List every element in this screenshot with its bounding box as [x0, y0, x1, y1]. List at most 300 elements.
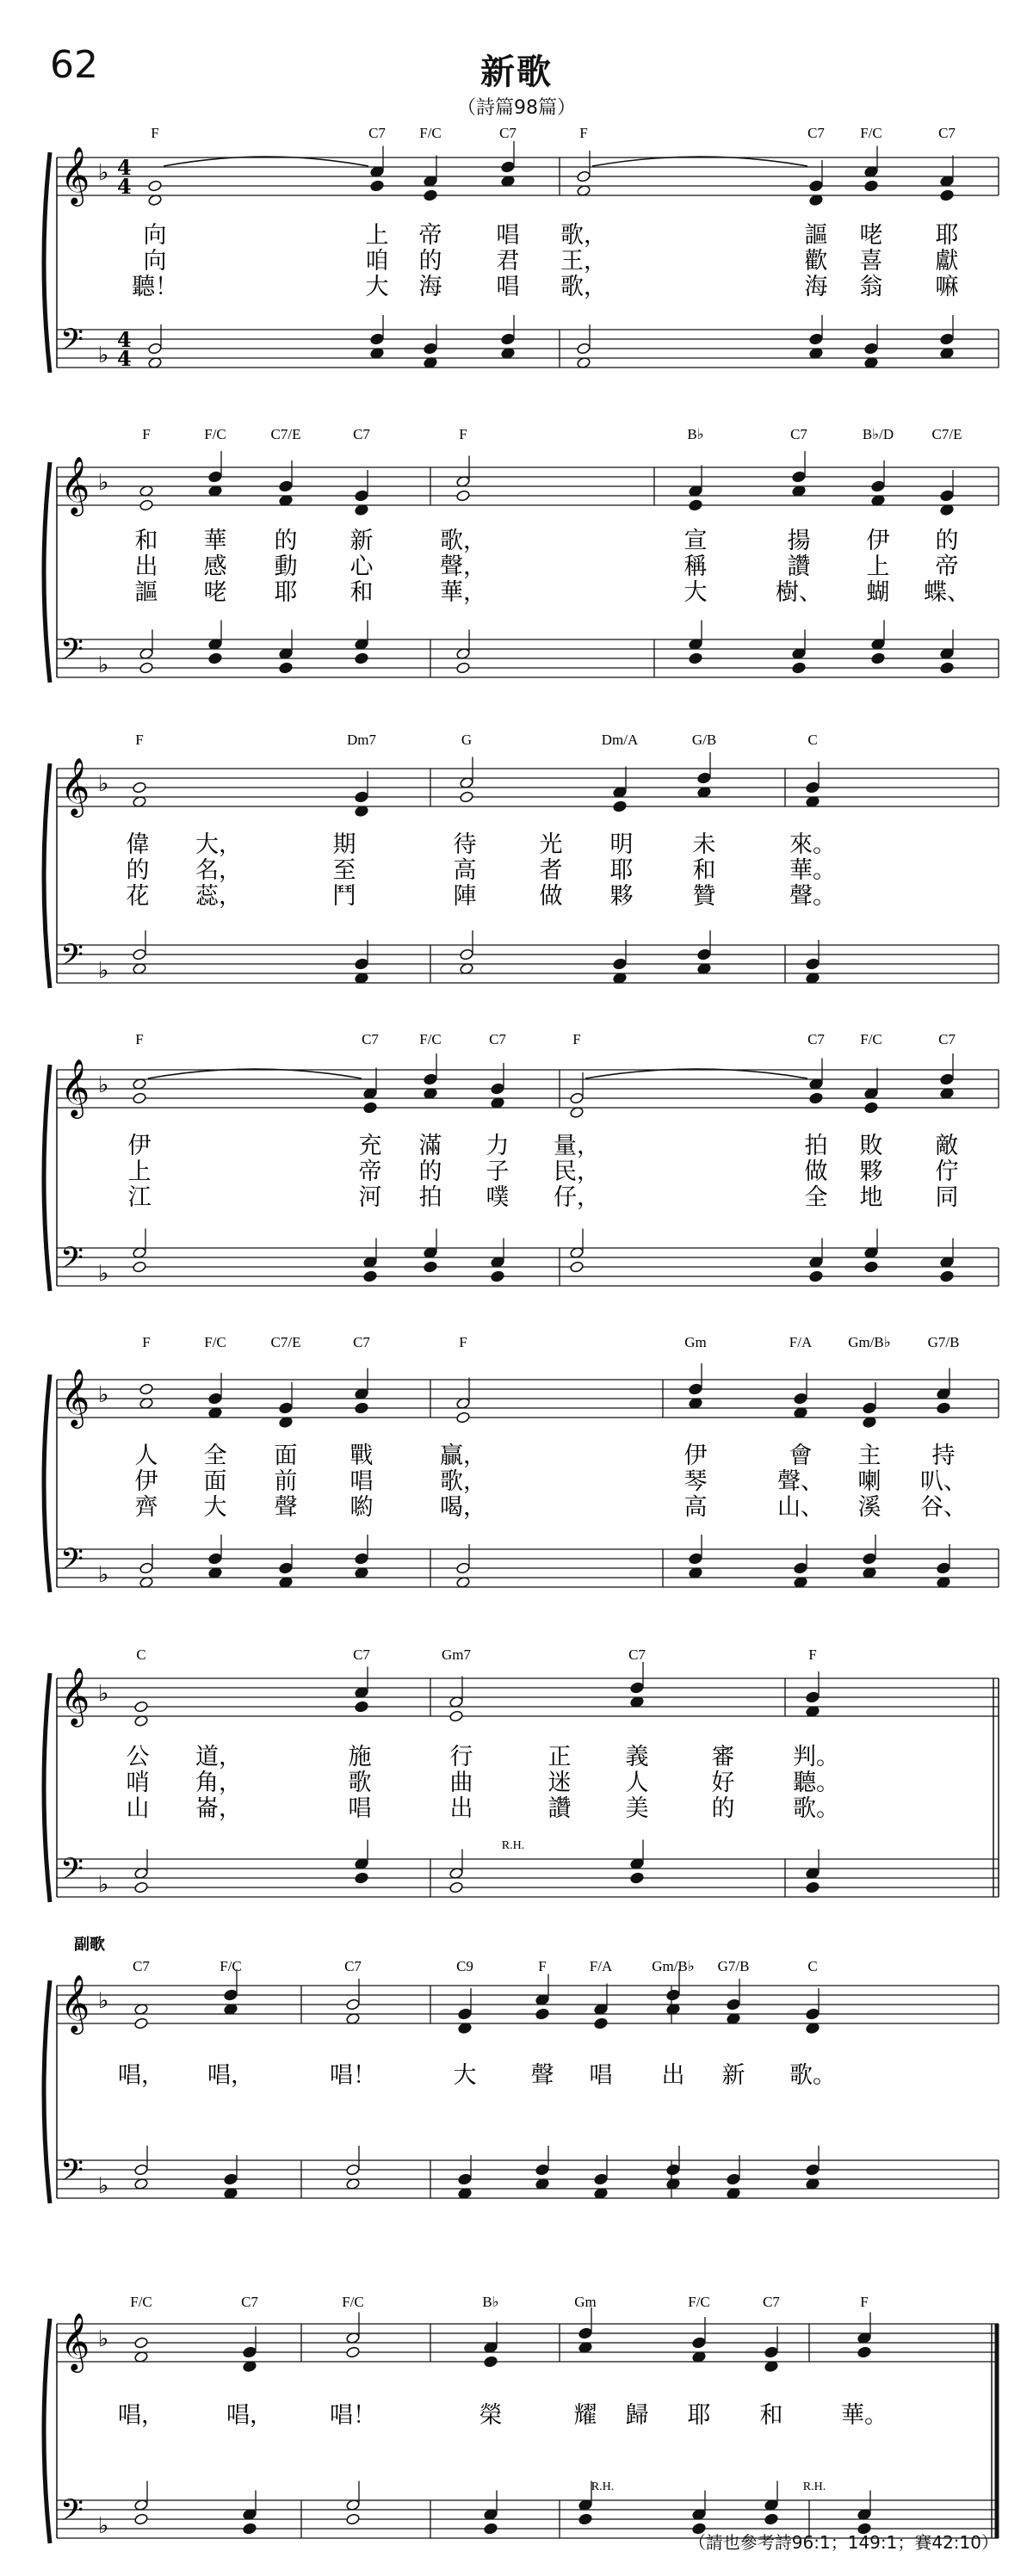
treble-clef-icon: 𝄞 [60, 145, 90, 204]
bass-note-head [346, 2513, 361, 2525]
bass-note-head [279, 1562, 294, 1574]
lyric-syllable: 咱 [365, 248, 389, 275]
chord-symbol: C7/E [270, 1334, 301, 1350]
chord-symbol: C [136, 1646, 146, 1663]
lyric-syllable: 君 [496, 248, 520, 275]
treble-note-head [692, 2337, 707, 2349]
bass-staff [57, 2160, 999, 2198]
lyric-syllable: 華 [203, 528, 227, 554]
treble-note-head [133, 781, 147, 794]
bass-note-head [139, 1562, 154, 1574]
lyric-syllable: 新 [721, 2062, 745, 2089]
key-signature-flat-icon: ♭ [98, 2326, 109, 2352]
lyric-syllable: 王， [560, 248, 607, 275]
lyric-syllable: 的 [126, 857, 150, 884]
treble-note-head [940, 490, 955, 502]
lyric-syllable: 審 [711, 1744, 735, 1770]
bass-note-head [491, 1270, 505, 1282]
time-signature: 4 [117, 155, 132, 180]
lyric-syllable: 謳 [804, 222, 828, 249]
lyric-syllable: 聲、 [777, 1468, 824, 1495]
treble-note-head [697, 772, 712, 784]
bass-clef-icon: 𝄢 [60, 937, 84, 979]
treble-note-head [208, 1393, 223, 1405]
bass-note-head [794, 1562, 808, 1574]
bass-staff [57, 330, 999, 368]
bass-note-head [456, 662, 471, 674]
system-brace [44, 1673, 50, 1902]
bass-note-head [224, 2173, 238, 2185]
treble-note-head [940, 1073, 955, 1085]
bass-staff [57, 945, 999, 983]
treble-note-head [764, 2346, 779, 2358]
lyric-syllable: 高 [453, 857, 477, 884]
bass-note-head [134, 2164, 149, 2176]
chord-symbol: C7 [362, 1031, 379, 1047]
lyric-syllable: 翁 [859, 274, 883, 300]
lyric-syllable: 力 [486, 1133, 510, 1159]
treble-note-head [134, 1701, 149, 1713]
lyric-syllable: 嘛 [935, 274, 959, 300]
bass-note-head [937, 1562, 951, 1574]
treble-note-head [355, 1701, 369, 1713]
bass-note-head [279, 662, 294, 674]
lyric-syllable: 歌， [560, 222, 607, 249]
chord-symbol: Gm [574, 2294, 597, 2310]
chord-symbol: F [135, 732, 144, 748]
lyric-syllable: 新 [349, 528, 374, 554]
bass-note-head [424, 1261, 438, 1273]
scripture-reference: （詩篇98篇） [457, 97, 576, 119]
lyric-syllable: 聲。 [789, 883, 836, 910]
chord-symbol: C7 [807, 125, 825, 141]
lyric-syllable: 帝 [418, 222, 442, 249]
lyric-syllable: 心 [349, 553, 374, 580]
lyric-syllable: 和 [692, 857, 716, 884]
lyric-syllable: 花 [126, 883, 150, 910]
lyric-syllable: 喲 [349, 1494, 374, 1521]
bass-note-head [208, 652, 223, 664]
lyric-syllable: 持 [931, 1442, 956, 1469]
system-brace [44, 1065, 50, 1291]
chord-symbol: F [572, 1031, 581, 1047]
bass-note-head [806, 1881, 820, 1893]
treble-note-head [449, 1710, 464, 1722]
chord-symbol: Dm7 [347, 732, 376, 748]
lyric-syllable: 讚 [787, 553, 811, 580]
lyric-syllable: 期 [332, 831, 356, 858]
chord-symbol: F/C [860, 125, 882, 141]
lyric-syllable: 來。 [789, 831, 836, 858]
lyric-syllable: 榮 [479, 2402, 503, 2429]
lyric-syllable: 噗 [486, 1184, 510, 1211]
treble-note-head [139, 1383, 154, 1395]
lyric-syllable: 充 [358, 1133, 382, 1159]
treble-note-head [355, 791, 369, 803]
bass-note-head [630, 1872, 645, 1884]
lyric-syllable: 華。 [789, 857, 836, 884]
key-signature-flat-icon: ♭ [98, 343, 109, 368]
lyric-syllable: 美 [625, 1795, 649, 1822]
treble-note-head [809, 1092, 824, 1104]
bass-note-head [134, 2513, 149, 2525]
bass-note-head [666, 2164, 681, 2176]
lyric-syllable: 做 [804, 1158, 828, 1185]
treble-staff [57, 467, 999, 505]
treble-staff [57, 1070, 999, 1108]
time-signature: 4 [117, 174, 132, 199]
lyric-syllable: 唱！ [330, 2402, 376, 2429]
lyric-syllable: 會 [789, 1442, 813, 1469]
bass-note-head [613, 958, 628, 970]
lyric-syllable: 喝， [440, 1494, 486, 1521]
bass-staff [57, 1549, 999, 1587]
lyric-syllable: 同 [935, 1184, 959, 1211]
lyric-syllable: 大 [203, 1494, 227, 1521]
system-brace [44, 1374, 50, 1592]
lyric-syllable: 佇 [935, 1158, 959, 1185]
lyric-syllable: 上 [127, 1158, 152, 1185]
treble-clef-icon: 𝄞 [60, 757, 90, 815]
key-signature-flat-icon: ♭ [98, 160, 109, 186]
lyric-syllable: 哨 [126, 1770, 150, 1796]
chord-symbol: G7/B [717, 1958, 750, 1974]
chord-symbol: F/C [130, 2294, 152, 2310]
chord-symbol: G7/B [927, 1334, 960, 1350]
chord-symbol: F/C [419, 125, 442, 141]
lyric-syllable: 咾 [859, 222, 883, 249]
lyric-syllable: 滿 [418, 1133, 442, 1159]
lyric-syllable: 的 [418, 248, 442, 275]
lyric-syllable: 感 [203, 553, 227, 580]
lyric-syllable: 唱 [348, 1795, 372, 1822]
lyric-syllable: 謳 [134, 579, 158, 606]
key-signature-flat-icon: ♭ [98, 1261, 109, 1287]
chord-symbol: F [459, 1334, 467, 1350]
treble-note-head [346, 2346, 361, 2358]
bass-note-head [809, 333, 824, 345]
bass-note-head [577, 343, 591, 355]
lyric-syllable: 待 [453, 831, 477, 858]
lyric-syllable: 夥 [859, 1158, 883, 1185]
chord-symbol: C7 [790, 426, 807, 442]
treble-note-head [148, 180, 163, 192]
lyric-syllable: 崙， [195, 1795, 242, 1822]
bass-note-head [940, 1270, 955, 1282]
chord-symbol: C7 [353, 426, 370, 442]
system-brace [44, 1980, 50, 2203]
lyric-syllable: 聲 [530, 2062, 554, 2089]
lyric-syllable: 歌。 [793, 1795, 839, 1822]
treble-note-head [792, 471, 807, 483]
bass-note-head [456, 1562, 471, 1574]
bass-note-head [133, 1261, 147, 1273]
bass-note-head [806, 958, 820, 970]
lyric-syllable: 夥 [609, 883, 634, 910]
chord-symbol: F/C [342, 2294, 364, 2310]
lyric-syllable: 和 [759, 2402, 783, 2429]
lyric-syllable: 溪 [857, 1494, 881, 1521]
treble-note-head [133, 1092, 147, 1104]
lyric-syllable: 唱， [207, 2062, 254, 2089]
treble-note-head [355, 490, 369, 502]
bass-note-head [458, 2173, 473, 2185]
chord-symbol: F/C [419, 1031, 442, 1047]
lyric-syllable: 耶 [687, 2402, 711, 2429]
lyric-syllable: 戰 [349, 1442, 374, 1469]
lyric-syllable: 做 [539, 883, 563, 910]
lyric-syllable: 唱， [226, 2402, 273, 2429]
chord-symbol: F [135, 1031, 144, 1047]
chord-symbol: C7 [353, 1334, 370, 1350]
treble-note-head [594, 2017, 609, 2029]
bass-note-head [346, 2164, 361, 2176]
treble-note-head [864, 1102, 879, 1114]
treble-staff [57, 769, 999, 806]
treble-note-head [940, 189, 955, 201]
lyric-syllable: 名， [195, 857, 242, 884]
lyric-syllable: 唱 [496, 222, 520, 249]
bass-note-head [578, 2513, 593, 2525]
chord-symbol: C7 [628, 1646, 646, 1663]
chord-symbol: C7/E [270, 426, 301, 442]
lyric-syllable: 前 [274, 1468, 298, 1495]
treble-note-head [424, 189, 438, 201]
bass-note-head [535, 2164, 550, 2176]
lyric-syllable: 全 [804, 1184, 828, 1211]
chord-symbol: C7 [763, 2294, 780, 2310]
lyric-syllable: 耀 [573, 2402, 597, 2429]
bass-note-head [570, 1261, 585, 1273]
bass-note-head [449, 1881, 464, 1893]
treble-note-head [570, 1092, 585, 1104]
lyric-syllable: 伊 [127, 1133, 152, 1159]
lyric-syllable: 耶 [274, 579, 298, 606]
lyric-syllable: 華。 [841, 2402, 888, 2429]
lyric-syllable: 聽！ [132, 274, 178, 300]
lyric-syllable: 行 [449, 1744, 473, 1770]
treble-staff [57, 158, 999, 195]
lyric-syllable: 大， [195, 831, 242, 858]
chord-symbol: F/C [688, 2294, 710, 2310]
footer-reference-note: （請也參考詩96:1；149:1；賽42:10） [688, 2532, 999, 2553]
lyric-syllable: 拍 [418, 1184, 442, 1211]
treble-staff [57, 1380, 999, 1418]
treble-note-head [370, 180, 385, 192]
chord-symbol: F/A [789, 1334, 813, 1350]
lyric-syllable: 山 [126, 1795, 150, 1822]
lyric-syllable: 歌， [440, 1468, 486, 1495]
treble-note-head [864, 180, 879, 192]
chord-symbol: Gm [684, 1334, 707, 1350]
chord-symbol: F [860, 2294, 869, 2310]
treble-staff [57, 2324, 999, 2362]
treble-note-head [806, 1691, 820, 1703]
lyric-syllable: 唱 [589, 2062, 613, 2089]
lyric-syllable: 稱 [684, 553, 708, 580]
treble-note-head [630, 1682, 645, 1694]
right-hand-marking: R.H. [591, 2480, 615, 2493]
lyric-syllable: 歌 [348, 1770, 372, 1796]
bass-note-head [355, 958, 369, 970]
lyric-syllable: 民， [554, 1158, 600, 1185]
treble-note-head [806, 781, 820, 794]
chord-symbol: F [579, 125, 588, 141]
chord-symbol: F [459, 426, 467, 442]
bass-note-head [864, 1261, 879, 1273]
treble-staff [57, 1986, 999, 2023]
bass-clef-icon: 𝄢 [60, 1240, 84, 1282]
lyric-syllable: 齊 [134, 1494, 158, 1521]
treble-clef-icon: 𝄞 [60, 1666, 90, 1725]
lyric-syllable: 的 [274, 528, 298, 554]
treble-note-head [809, 180, 824, 192]
treble-note-head [363, 1102, 378, 1114]
chord-symbol: C [807, 732, 818, 748]
treble-note-head [456, 490, 471, 502]
lyric-syllable: 華， [440, 579, 486, 606]
treble-note-head [279, 1402, 294, 1414]
treble-note-head [857, 2346, 872, 2358]
treble-clef-icon: 𝄞 [60, 1368, 90, 1426]
lyric-syllable: 向 [143, 222, 167, 249]
bass-note-head [484, 2523, 498, 2535]
lyric-syllable: 谷、 [920, 1494, 967, 1521]
treble-note-head [456, 1412, 471, 1424]
hymn-title: 新歌 [480, 53, 553, 92]
lyric-syllable: 喜 [859, 248, 883, 275]
lyric-syllable: 公 [126, 1744, 150, 1770]
lyric-syllable: 歡 [804, 248, 828, 275]
lyric-syllable: 明 [609, 831, 634, 858]
lyric-syllable: 蕊， [195, 883, 242, 910]
treble-note-head [139, 499, 154, 511]
lyric-syllable: 歌， [440, 528, 486, 554]
bass-clef-icon: 𝄢 [60, 1541, 84, 1584]
chord-symbol: F [142, 426, 151, 442]
bass-note-head [355, 652, 369, 664]
lyric-syllable: 量， [554, 1133, 600, 1159]
lyric-syllable: 角， [195, 1770, 242, 1796]
lyric-syllable: 唱， [118, 2062, 164, 2089]
lyric-syllable: 面 [203, 1468, 227, 1495]
key-signature-flat-icon: ♭ [98, 652, 109, 678]
chord-symbol: F [142, 1334, 151, 1350]
lyric-syllable: 琴 [684, 1468, 708, 1495]
lyric-syllable: 的 [418, 1158, 442, 1185]
treble-clef-icon: 𝄞 [60, 1058, 90, 1116]
lyric-syllable: 人 [625, 1770, 649, 1796]
system-brace [44, 763, 50, 988]
key-signature-flat-icon: ♭ [98, 1988, 109, 2014]
lyric-syllable: 光 [539, 831, 563, 858]
key-signature-flat-icon: ♭ [98, 1072, 109, 1098]
chord-symbol: C7 [807, 1031, 825, 1047]
lyric-syllable: 迷 [547, 1770, 572, 1796]
lyric-syllable: 陣 [453, 883, 477, 910]
bass-note-head [355, 1553, 369, 1565]
chord-symbol: B♭ [482, 2294, 499, 2310]
key-signature-flat-icon: ♭ [98, 470, 109, 496]
treble-clef-icon: 𝄞 [60, 1974, 90, 2032]
lyric-syllable: 拍 [804, 1133, 828, 1159]
treble-note-head [666, 1989, 681, 2001]
treble-note-head [535, 2008, 550, 2020]
key-signature-flat-icon: ♭ [98, 2173, 109, 2199]
lyric-syllable: 蝴 [866, 579, 890, 606]
right-hand-marking: R.H. [501, 1839, 525, 1852]
lyric-syllable: 主 [857, 1442, 881, 1469]
lyric-syllable: 義 [625, 1744, 649, 1770]
bass-note-head [134, 1881, 149, 1893]
bass-staff [57, 639, 999, 677]
bass-clef-icon: 𝄢 [60, 2493, 84, 2535]
lyric-syllable: 全 [203, 1442, 227, 1469]
lyric-syllable: 的 [711, 1795, 735, 1822]
bass-note-head [363, 1270, 378, 1282]
chord-symbol: Gm/B♭ [848, 1334, 891, 1350]
system-brace [44, 2319, 50, 2543]
lyric-syllable: 正 [547, 1744, 572, 1770]
lyric-syllable: 偉 [126, 831, 150, 858]
lyric-syllable: 蝶、 [924, 579, 970, 606]
lyric-syllable: 伊 [866, 528, 890, 554]
lyric-syllable: 大 [365, 274, 389, 300]
lyric-syllable: 唱 [349, 1468, 374, 1495]
treble-note-head [134, 2017, 149, 2029]
treble-note-head [863, 1402, 877, 1414]
bass-note-head [594, 2173, 609, 2185]
chord-symbol: C7 [938, 1031, 956, 1047]
chord-symbol: F [538, 1958, 547, 1974]
bass-note-head [940, 333, 955, 345]
system-brace [44, 152, 50, 373]
bass-note-head [689, 1553, 703, 1565]
lyric-syllable: 聲， [440, 553, 486, 580]
chord-symbol: F [151, 125, 159, 141]
chord-symbol: Dm/A [601, 732, 639, 748]
bass-note-head [697, 948, 712, 961]
lyric-syllable: 上 [365, 222, 389, 249]
lyric-syllable: 宣 [684, 528, 708, 554]
treble-note-head [689, 1383, 703, 1395]
bass-clef-icon: 𝄢 [60, 1851, 84, 1893]
treble-note-head [424, 1073, 438, 1085]
hymn-number: 62 [50, 43, 98, 87]
chord-symbol: F/C [204, 426, 226, 442]
lyric-syllable: 讚 [547, 1795, 572, 1822]
lyric-syllable: 贊 [692, 883, 716, 910]
treble-note-head [806, 2008, 820, 2020]
bass-clef-icon: 𝄢 [60, 632, 84, 674]
lyric-syllable: 唱 [496, 274, 520, 300]
key-signature-flat-icon: ♭ [98, 1562, 109, 1588]
chord-symbol: C7 [489, 1031, 506, 1047]
right-hand-marking: R.H. [802, 2480, 826, 2493]
lyric-syllable: 海 [804, 274, 828, 300]
bass-clef-icon: 𝄢 [60, 322, 84, 364]
lyric-syllable: 至 [332, 857, 356, 884]
lyric-syllable: 叭、 [920, 1468, 967, 1495]
lyric-syllable: 的 [935, 528, 959, 554]
bass-note-head [764, 2513, 779, 2525]
lyric-syllable: 聽。 [793, 1770, 839, 1796]
bass-note-head [208, 1553, 223, 1565]
chord-symbol: C7 [353, 1646, 370, 1663]
lyric-syllable: 伊 [134, 1468, 158, 1495]
lyric-syllable: 伊 [684, 1442, 708, 1469]
bass-note-head [133, 948, 147, 961]
